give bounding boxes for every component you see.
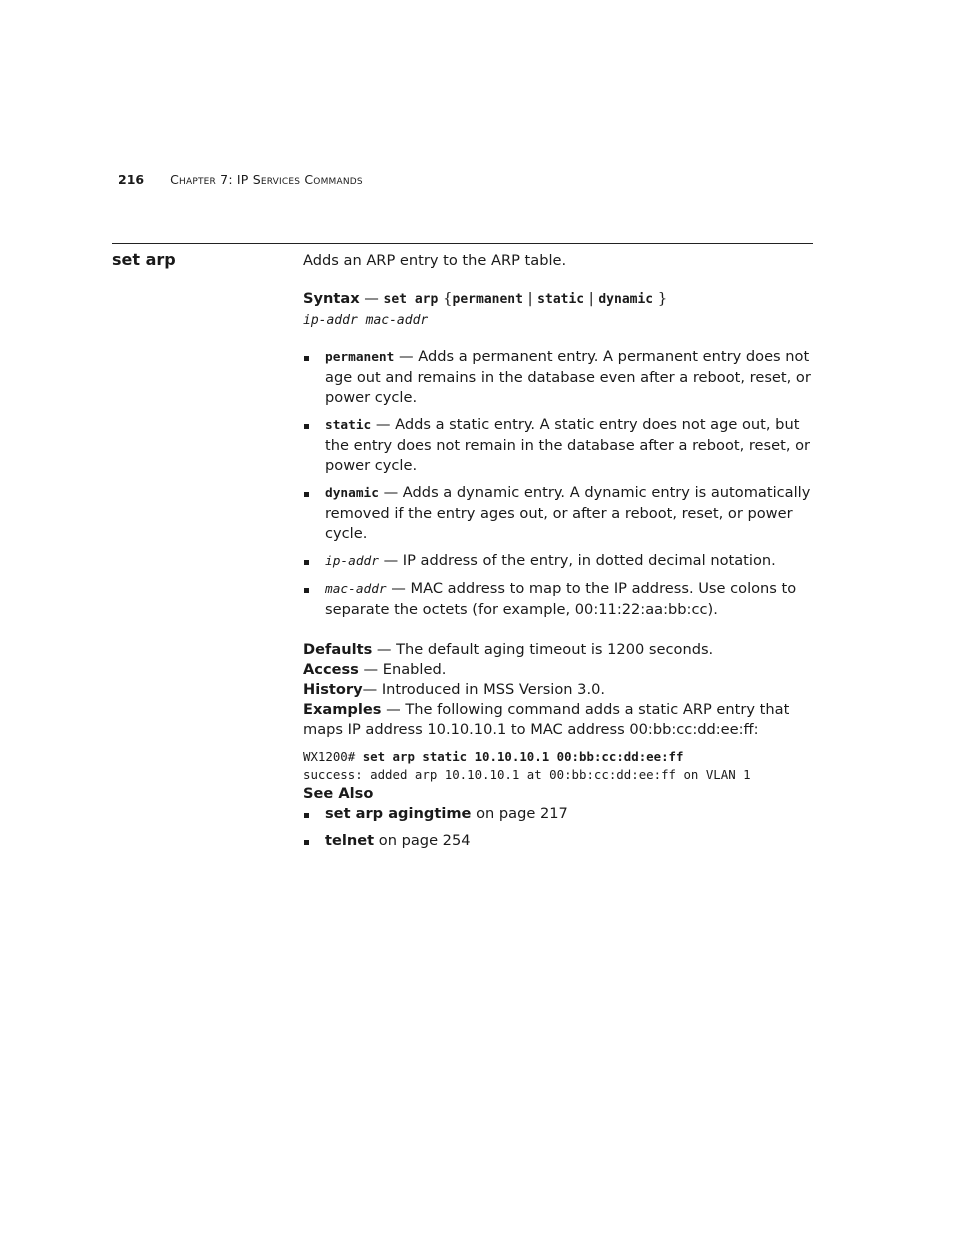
history-label: History <box>303 681 363 698</box>
syntax-separator: | <box>527 290 533 307</box>
running-header <box>118 172 363 187</box>
command-body <box>303 251 815 858</box>
examples-section <box>303 700 815 740</box>
example-output: success: added arp 10.10.10.1 at 00:bb:cc:dd:ee:ff on VLAN 1 <box>303 767 751 782</box>
history-section <box>303 680 815 700</box>
example-command: set arp static 10.10.10.1 00:bb:cc:dd:ee:ff <box>362 749 684 764</box>
syntax-option-dynamic: dynamic <box>598 292 654 307</box>
access-text: — Enabled. <box>358 661 447 678</box>
see-also-page-ref: on page 254 <box>374 832 471 849</box>
param-description: — Adds a dynamic entry. A dynamic entry is automatically removed if the entry ages out, or after a reboot, reset, or power cycle. <box>325 484 811 542</box>
command-description: Adds an ARP entry to the ARP table. <box>303 252 567 269</box>
param-name: static <box>325 418 372 433</box>
chapter-title: Chapter 7: IP Services Commands <box>170 172 363 187</box>
list-item <box>303 831 815 851</box>
syntax-open-brace: { <box>442 289 453 307</box>
param-name: mac-addr <box>325 582 387 597</box>
page-number: 216 <box>118 172 145 187</box>
history-text: — Introduced in MSS Version 3.0. <box>362 681 606 698</box>
list-item <box>303 804 815 824</box>
examples-text: — The following command adds a static ARP entry that maps IP address 10.10.10.1 to MAC address 00:bb:cc:dd:ee:ff: <box>303 701 790 738</box>
syntax-option-static: static <box>537 292 585 307</box>
see-also-link-telnet[interactable]: telnet <box>325 832 375 849</box>
examples-label: Examples <box>303 701 382 718</box>
param-name: dynamic <box>325 486 379 501</box>
see-also-page-ref: on page 217 <box>471 805 568 822</box>
access-label: Access <box>303 661 359 678</box>
param-name: ip-addr <box>325 554 379 569</box>
access-section <box>303 660 815 680</box>
list-item <box>303 551 815 572</box>
syntax-option-permanent: permanent <box>452 292 523 307</box>
syntax-close-brace: } <box>657 289 668 307</box>
see-also-heading: See Also <box>303 785 374 802</box>
syntax-line <box>303 288 815 331</box>
command-heading: set arp <box>112 250 176 269</box>
syntax-args: ip-addr mac-addr <box>303 313 429 328</box>
list-item <box>303 483 815 544</box>
param-description: — IP address of the entry, in dotted decimal notation. <box>378 552 776 569</box>
section-divider <box>112 243 813 244</box>
example-code-block <box>303 748 815 784</box>
syntax-label: Syntax <box>303 290 360 307</box>
see-also-list <box>303 804 815 851</box>
syntax-command: set arp <box>383 292 439 307</box>
defaults-section <box>303 640 815 660</box>
defaults-text: — The default aging timeout is 1200 seconds. <box>372 641 714 658</box>
list-item <box>303 579 815 620</box>
example-prompt: WX1200# <box>303 749 363 764</box>
param-description: — Adds a static entry. A static entry does not age out, but the entry does not remain in the database after a reboot, reset, or power cycle. <box>325 416 811 474</box>
list-item <box>303 415 815 476</box>
param-name: permanent <box>325 350 395 365</box>
syntax-separator: | <box>588 290 594 307</box>
param-description: — MAC address to map to the IP address. Use colons to separate the octets (for example, 00:11:22:aa:bb:cc). <box>325 580 797 618</box>
defaults-label: Defaults <box>303 641 373 658</box>
see-also-link-set-arp-agingtime[interactable]: set arp agingtime <box>325 805 472 822</box>
list-item <box>303 347 815 408</box>
syntax-dash: — <box>359 290 384 307</box>
param-description: — Adds a permanent entry. A permanent entry does not age out and remains in the database even after a reboot, reset, or power cycle. <box>325 348 811 406</box>
parameter-list <box>303 347 815 620</box>
